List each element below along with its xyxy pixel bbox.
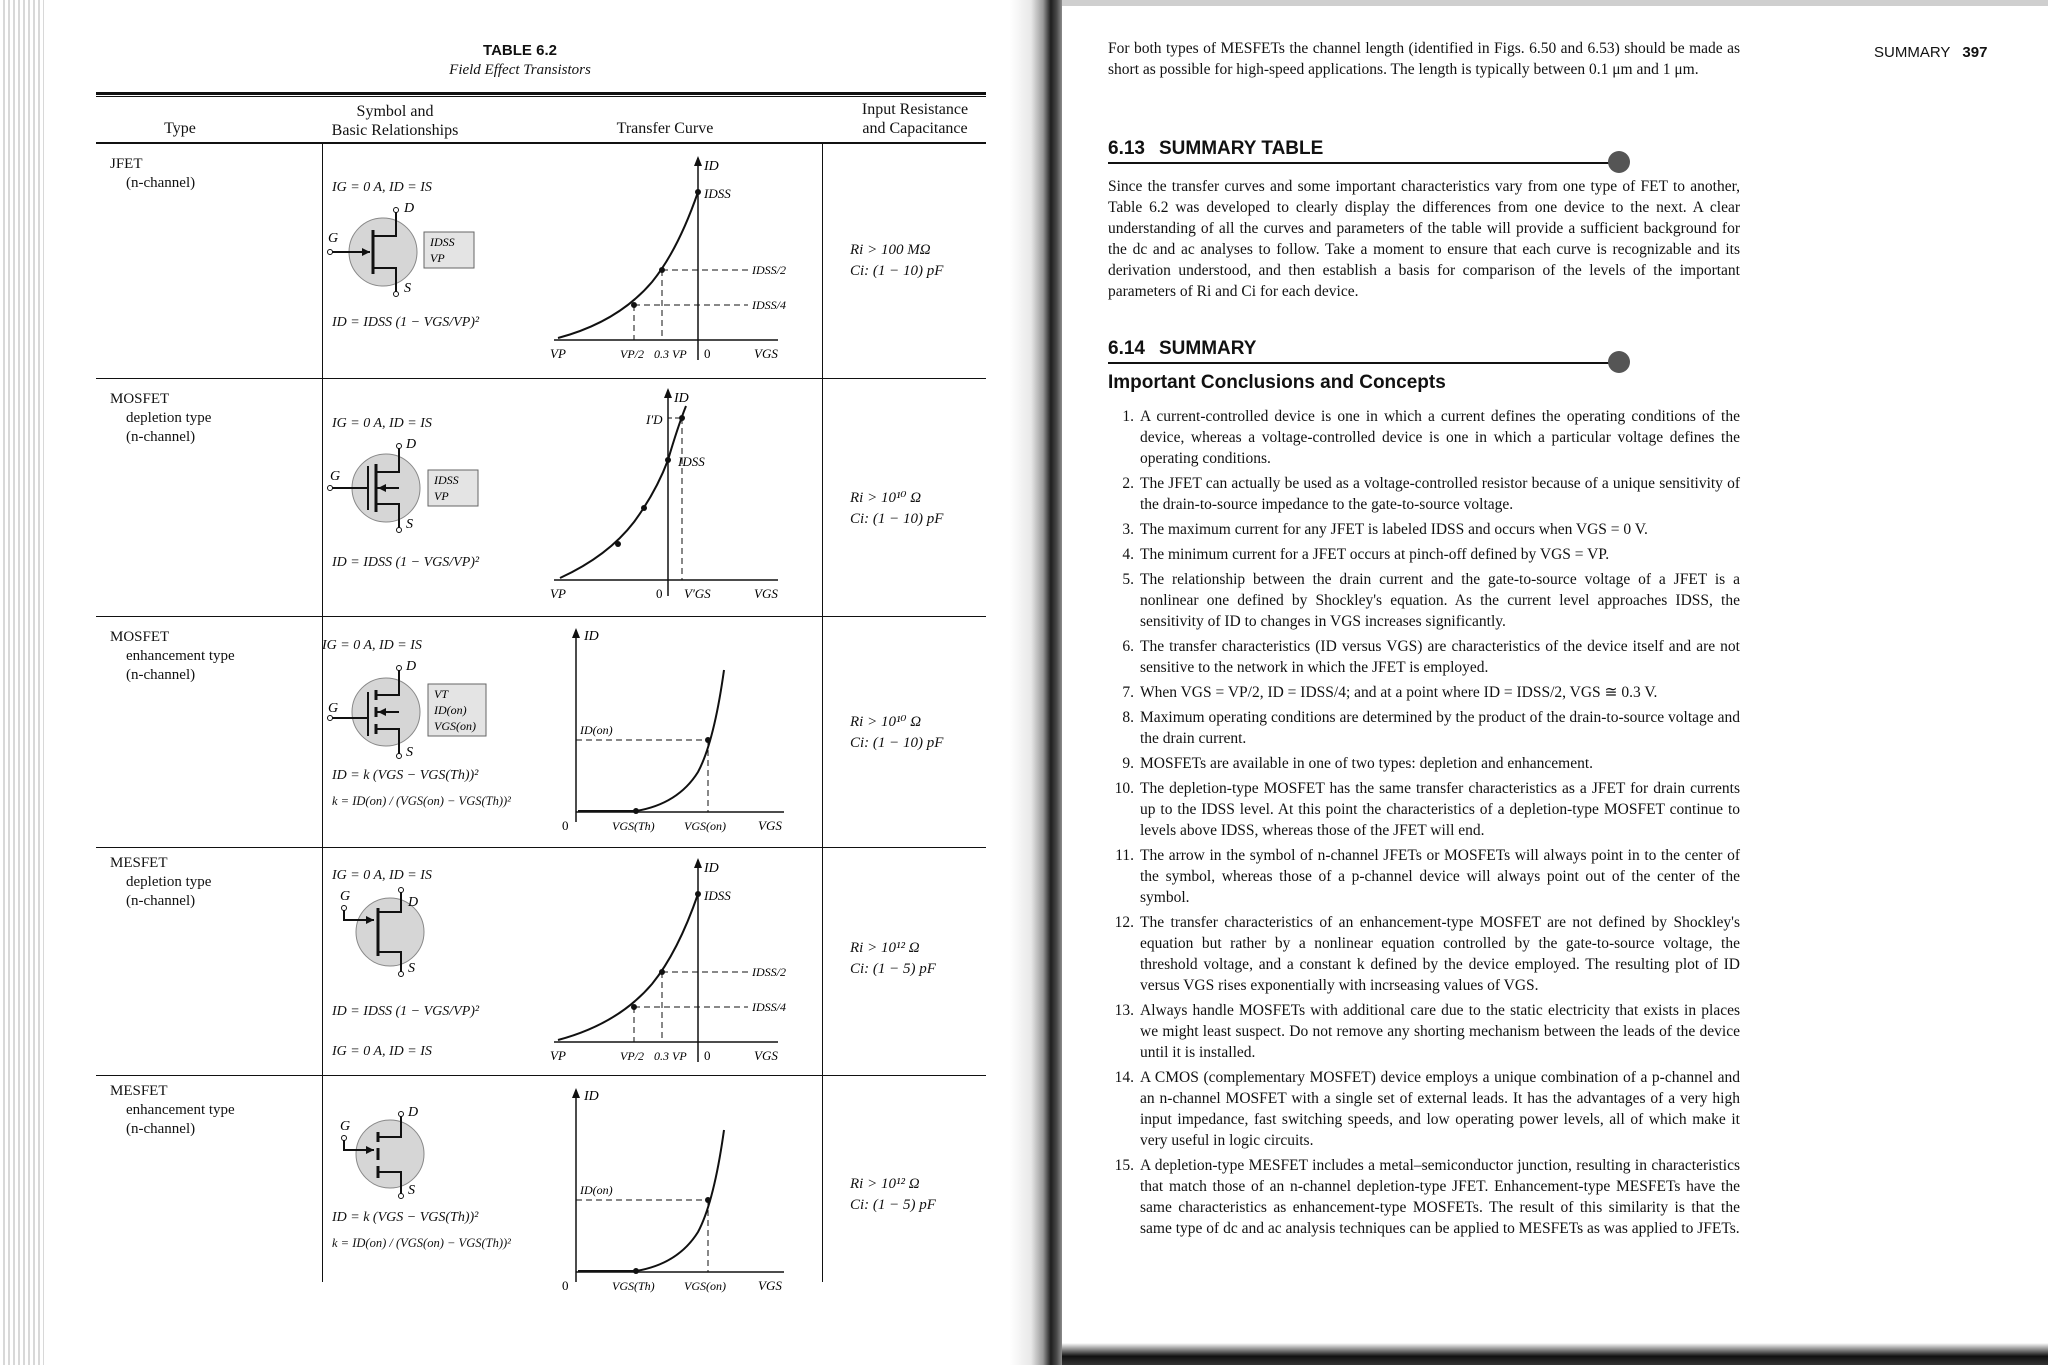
label-vth: VGS(Th) <box>612 819 655 833</box>
list-item <box>1108 845 1740 908</box>
item-number: 15. <box>1114 1157 1134 1174</box>
item-number: 11. <box>1115 847 1134 864</box>
label-idss: IDSS <box>704 186 731 201</box>
resistance-value: Ri > 100 MΩ <box>850 242 931 258</box>
gate-label: G <box>330 469 341 484</box>
table-top-rule-thin <box>96 96 986 97</box>
label-03vp: 0.3 VP <box>654 347 687 361</box>
section-614-number: 6.14 <box>1108 338 1145 359</box>
transfer-curve-line <box>558 192 698 338</box>
id-axis-arrow-icon <box>694 858 702 868</box>
list-item <box>1108 912 1740 996</box>
capacitance-value: Ci: (1 − 10) pF <box>850 263 944 279</box>
label-vp: VP <box>550 1048 566 1063</box>
type-cell <box>110 854 211 911</box>
resistance-value: Ri > 10¹⁰ Ω <box>850 490 922 506</box>
type-line1: MOSFET <box>110 391 170 407</box>
jfet-symbol <box>326 200 496 305</box>
gate-terminal <box>328 250 333 255</box>
label-vp-half: VP/2 <box>620 347 644 361</box>
type-line3: (n-channel) <box>126 893 196 909</box>
section-614-rule <box>1108 362 1618 364</box>
label-idss-half: IDSS/2 <box>752 965 786 979</box>
source-terminal <box>399 1194 404 1199</box>
page-number: 397 <box>1962 44 1988 61</box>
param-box-line1: VT <box>434 687 449 701</box>
relationship-2: ID = k (VGS − VGS(Th))² <box>332 768 479 783</box>
drain-label: D <box>406 659 417 674</box>
drain-terminal <box>399 888 404 893</box>
mosfet-depletion-symbol <box>326 436 496 541</box>
gate-label: G <box>340 889 351 904</box>
label-vp: VP <box>550 586 566 601</box>
drain-terminal <box>399 1112 404 1117</box>
list-item <box>1108 1000 1740 1063</box>
param-box-line1: IDSS <box>434 473 459 487</box>
label-id: ID <box>704 159 719 174</box>
jfet-transfer-curve <box>548 150 798 374</box>
section-614-heading <box>1108 338 1256 360</box>
label-vth: VGS(Th) <box>612 1279 655 1293</box>
item-number: 13. <box>1114 1002 1134 1019</box>
relationship-2: ID = IDSS (1 − VGS/VP)² <box>332 555 480 570</box>
capacitance-value: Ci: (1 − 10) pF <box>850 511 944 527</box>
gate-terminal <box>328 486 333 491</box>
label-vgs: VGS <box>754 586 778 601</box>
row-divider-4 <box>96 1075 986 1076</box>
list-item <box>1108 1067 1740 1151</box>
label-zero: 0 <box>704 346 711 361</box>
mesfet-depletion-transfer-curve <box>548 852 798 1076</box>
gate-label: G <box>328 701 339 716</box>
table-top-rule <box>96 92 986 95</box>
gate-terminal <box>328 716 333 721</box>
item-number: 12. <box>1114 914 1134 931</box>
param-box-line1: IDSS <box>430 235 455 249</box>
id-axis-arrow-icon <box>572 1088 580 1098</box>
label-id: ID <box>584 1089 599 1104</box>
source-label: S <box>408 1183 415 1198</box>
transfer-curve-line <box>558 894 698 1040</box>
section-613-title: SUMMARY TABLE <box>1158 138 1324 159</box>
list-item <box>1108 473 1740 515</box>
drain-terminal <box>394 208 399 213</box>
mesfet-enhancement-symbol <box>326 1102 496 1207</box>
gate-label: G <box>340 1119 351 1134</box>
input-resistance <box>850 712 943 754</box>
list-item <box>1108 569 1740 632</box>
label-zero: 0 <box>562 818 569 833</box>
item-number: 1. <box>1122 408 1134 425</box>
relationship-1: ID = k (VGS − VGS(Th))² <box>332 1210 479 1225</box>
section-613-rule <box>1108 162 1618 164</box>
source-label: S <box>406 745 413 760</box>
param-box-line2: VP <box>434 489 449 503</box>
id-axis-arrow-icon <box>664 388 672 398</box>
item-number: 9. <box>1122 755 1134 772</box>
drain-label: D <box>404 201 415 216</box>
label-id: ID <box>704 861 719 876</box>
concepts-list <box>1108 406 1740 1243</box>
label-zero: 0 <box>656 586 663 601</box>
label-idss: IDSS <box>704 888 731 903</box>
list-item <box>1108 519 1740 540</box>
point-threshold <box>633 808 639 814</box>
drain-terminal <box>397 666 402 671</box>
header-symbol-line1: Symbol and <box>356 103 434 120</box>
point-mid <box>641 505 647 511</box>
label-id-prime: I′D <box>646 412 663 427</box>
item-number: 14. <box>1114 1069 1134 1086</box>
label-vp: VP <box>550 346 566 361</box>
transfer-curve-line <box>560 406 686 578</box>
relationship-1: IG = 0 A, ID = IS <box>332 416 432 431</box>
label-idon: ID(on) <box>580 1183 613 1197</box>
type-line3: (n-channel) <box>126 667 196 683</box>
label-zero: 0 <box>704 1048 711 1063</box>
col-divider-2 <box>822 142 823 1282</box>
header-input-line2: and Capacitance <box>862 120 968 137</box>
label-idss-quarter: IDSS/4 <box>752 298 786 312</box>
label-vgs: VGS <box>754 1048 778 1063</box>
row-divider-2 <box>96 616 986 617</box>
item-number: 3. <box>1122 521 1134 538</box>
list-item <box>1108 778 1740 841</box>
point-threshold <box>633 1268 639 1274</box>
relationship-3: k = ID(on) / (VGS(on) − VGS(Th))² <box>332 794 511 808</box>
item-text: A CMOS (complementary MOSFET) device employs a unique combination of a p-channel and an n-channel MOSFET with a single set of external leads. It has the advantages of a very high input impedance, fast switching speeds, and low operating power levels, all of which make it very useful in logic circuits. <box>1140 1069 1740 1149</box>
symbol-circle <box>356 1120 424 1188</box>
input-resistance <box>850 488 943 530</box>
drain-label: D <box>406 437 417 452</box>
resistance-value: Ri > 10¹² Ω <box>850 940 920 956</box>
relationship-3: IG = 0 A, ID = IS <box>332 1044 432 1059</box>
source-label: S <box>406 517 413 532</box>
gate-label: G <box>328 231 339 246</box>
source-terminal <box>394 292 399 297</box>
item-text: The maximum current for any JFET is labeled IDSS and occurs when VGS = 0 V. <box>1140 521 1648 538</box>
header-rule <box>96 142 986 144</box>
header-input-line1: Input Resistance <box>861 101 969 118</box>
param-box-line2: VP <box>430 251 445 265</box>
relationship-1: IG = 0 A, ID = IS <box>322 638 422 653</box>
row-divider-3 <box>96 847 986 848</box>
item-number: 7. <box>1122 684 1134 701</box>
item-number: 2. <box>1122 475 1134 492</box>
header-type: Type <box>164 120 196 137</box>
mosfet-enhancement-transfer-curve <box>548 622 798 842</box>
item-text: When VGS = VP/2, ID = IDSS/4; and at a point where ID = IDSS/2, VGS ≅ 0.3 V. <box>1140 684 1658 701</box>
label-idon: ID(on) <box>580 723 613 737</box>
type-line1: JFET <box>110 156 143 172</box>
input-resistance <box>850 1174 936 1216</box>
label-vp-half: VP/2 <box>620 1049 644 1063</box>
source-terminal <box>397 528 402 533</box>
source-label: S <box>404 281 411 296</box>
relationship-2: k = ID(on) / (VGS(on) − VGS(Th))² <box>332 1236 511 1250</box>
list-item <box>1108 406 1740 469</box>
label-von: VGS(on) <box>684 1279 726 1293</box>
capacitance-value: Ci: (1 − 10) pF <box>850 735 944 751</box>
source-terminal <box>397 754 402 759</box>
type-line2: (n-channel) <box>126 175 196 191</box>
section-614-marker-icon <box>1608 351 1630 373</box>
item-number: 4. <box>1122 546 1134 563</box>
list-item <box>1108 1155 1740 1239</box>
label-vgs: VGS <box>758 818 782 833</box>
gate-terminal <box>342 906 347 911</box>
capacitance-value: Ci: (1 − 5) pF <box>850 1197 936 1213</box>
header-input <box>840 100 990 138</box>
type-line3: (n-channel) <box>126 1121 196 1137</box>
running-head <box>1874 44 1987 61</box>
header-transfer-curve: Transfer Curve <box>616 120 714 137</box>
source-terminal <box>399 972 404 977</box>
mosfet-depletion-transfer-curve <box>548 384 798 608</box>
param-box-line2: ID(on) <box>434 703 467 717</box>
item-text: Always handle MOSFETs with additional care due to the static electricity that exists in places we might least suspect. Do not remove any shorting mechanism between the leads of the device until it is installed. <box>1140 1002 1740 1061</box>
list-item <box>1108 544 1740 565</box>
type-line2: depletion type <box>126 874 212 890</box>
drain-terminal <box>397 444 402 449</box>
point-idss <box>665 457 671 463</box>
input-resistance <box>850 240 943 282</box>
running-head-title: SUMMARY <box>1874 44 1951 61</box>
type-line3: (n-channel) <box>126 429 196 445</box>
label-idss-half: IDSS/2 <box>752 263 786 277</box>
list-item <box>1108 753 1740 774</box>
type-line1: MESFET <box>110 1083 168 1099</box>
type-line1: MESFET <box>110 855 168 871</box>
drain-label: D <box>408 895 419 910</box>
section-613-paragraph: Since the transfer curves and some important characteristics vary from one type of FET to another, Table 6.2 was developed to clearly display the differences from one device to the next. A clear understanding of all the curves and parameters of the table will provide a sufficient background for the dc and ac analyses to follow. Take a moment to ensure that each curve is recognizable and its derivation understood, and then establish a basis for comparison of the levels of the important parameters of Ri and Ci for each device. <box>1108 178 1740 300</box>
point-low <box>615 541 621 547</box>
list-item <box>1108 707 1740 749</box>
label-vgs: VGS <box>758 1278 782 1293</box>
table-title: TABLE 6.2 <box>483 42 557 59</box>
header-symbol-line2: Basic Relationships <box>331 122 459 139</box>
item-text: The minimum current for a JFET occurs at pinch-off defined by VGS = VP. <box>1140 546 1610 563</box>
label-vgs: VGS <box>754 346 778 361</box>
label-id: ID <box>674 391 689 406</box>
label-vgs-prime: V′GS <box>684 586 711 601</box>
item-number: 10. <box>1114 780 1134 797</box>
source-label: S <box>408 961 415 976</box>
type-cell <box>110 155 195 193</box>
gate-terminal <box>342 1136 347 1141</box>
item-text: The arrow in the symbol of n-channel JFETs or MOSFETs will always point in to the center of the symbol, whereas those of a p-channel device will always point out of the center of the symbol. <box>1140 847 1740 906</box>
concepts-subheading: Important Conclusions and Concepts <box>1108 372 1446 393</box>
book-gutter <box>1010 0 1070 1365</box>
type-cell <box>110 628 235 685</box>
page-bottom-edge <box>1062 1343 2048 1365</box>
type-line2: depletion type <box>126 410 212 426</box>
item-number: 6. <box>1122 638 1134 655</box>
type-line2: enhancement type <box>126 1102 235 1118</box>
type-cell <box>110 1082 235 1139</box>
type-cell <box>110 390 211 447</box>
page-stack-edge <box>0 0 44 1365</box>
row-divider-1 <box>96 378 986 379</box>
item-text: MOSFETs are available in one of two types: depletion and enhancement. <box>1140 755 1594 772</box>
label-03vp: 0.3 VP <box>654 1049 687 1063</box>
label-von: VGS(on) <box>684 819 726 833</box>
intro-paragraph: For both types of MESFETs the channel length (identified in Figs. 6.50 and 6.53) should be made as short as possible for high-speed applications. The length is typically between 0.1 μm and 1 μm. <box>1108 40 1740 78</box>
col-divider-1 <box>322 142 323 1282</box>
id-axis-arrow-icon <box>572 628 580 638</box>
capacitance-value: Ci: (1 − 5) pF <box>850 961 936 977</box>
section-614-title: SUMMARY <box>1158 338 1257 359</box>
item-text: The depletion-type MOSFET has the same transfer characteristics as a JFET for drain currents up to the IDSS level. At this point the characteristics of a depletion-type MOSFET continue to levels above IDSS, whereas those of the JFET will end. <box>1140 780 1740 839</box>
table-subtitle: Field Effect Transistors <box>449 62 591 78</box>
type-line1: MOSFET <box>110 629 170 645</box>
relationship-1: IG = 0 A, ID = IS <box>332 180 432 195</box>
point-idss <box>695 189 701 195</box>
mosfet-enhancement-symbol <box>326 656 496 768</box>
item-number: 8. <box>1122 709 1134 726</box>
point-idss <box>695 891 701 897</box>
page-top-shadow <box>1062 0 2048 6</box>
relationship-2: ID = IDSS (1 − VGS/VP)² <box>332 1004 480 1019</box>
label-idss: IDSS <box>678 454 705 469</box>
list-item <box>1108 636 1740 678</box>
item-text: The relationship between the drain current and the gate-to-source voltage of a JFET is a nonlinear one defined by Shockley's equation. As the current level approaches IDSS, the sensitivity of ID to changes in VGS increases significantly. <box>1140 571 1740 630</box>
section-613-number: 6.13 <box>1108 138 1145 159</box>
relationship-2: ID = IDSS (1 − VGS/VP)² <box>332 315 480 330</box>
resistance-value: Ri > 10¹² Ω <box>850 1176 920 1192</box>
type-line2: enhancement type <box>126 648 235 664</box>
item-text: A depletion-type MESFET includes a metal–semiconductor junction, resulting in characteristics that match those of an n-channel depletion-type JFET. Enhancement-type MESFETs have the same characteristics as enhancement-type MOSFETs. The result of this similarity is that the same type of dc and ac analysis techniques can be applied to MESFETs as was applied to JFETs. <box>1140 1157 1740 1237</box>
mesfet-depletion-symbol <box>326 880 496 985</box>
section-613-heading <box>1108 138 1323 160</box>
drain-label: D <box>408 1105 419 1120</box>
resistance-value: Ri > 10¹⁰ Ω <box>850 714 922 730</box>
param-box-line3: VGS(on) <box>434 719 476 733</box>
item-text: The transfer characteristics of an enhancement-type MOSFET are not defined by Shockley's equation but rather by a nonlinear equation controlled by the gate-to-source voltage, the threshold voltage, and a constant k defined by the device employed. The resulting plot of ID versus VGS rises exponentially with incrseasing values of VGS. <box>1140 914 1740 994</box>
id-axis-arrow-icon <box>694 156 702 166</box>
label-id: ID <box>584 629 599 644</box>
item-text: Maximum operating conditions are determined by the product of the drain-to-source voltage and the drain current. <box>1140 709 1740 747</box>
list-item <box>1108 682 1740 703</box>
section-613-marker-icon <box>1608 151 1630 173</box>
item-text: A current-controlled device is one in which a current defines the operating conditions of the device, whereas a voltage-controlled device is one in which a particular voltage defines the operating conditions. <box>1140 408 1740 467</box>
label-idss-quarter: IDSS/4 <box>752 1000 786 1014</box>
mesfet-enhancement-transfer-curve <box>548 1082 798 1302</box>
input-resistance <box>850 938 936 980</box>
relationship-1: IG = 0 A, ID = IS <box>332 868 432 883</box>
item-number: 5. <box>1122 571 1134 588</box>
item-text: The transfer characteristics (ID versus VGS) are characteristics of the device itself and are not sensitive to the network in which the JFET is employed. <box>1140 638 1740 676</box>
header-symbol <box>300 102 490 140</box>
item-text: The JFET can actually be used as a voltage-controlled resistor because of a unique sensitivity of the drain-to-source impedance to the gate-to-source voltage. <box>1140 475 1740 513</box>
label-zero: 0 <box>562 1278 569 1293</box>
